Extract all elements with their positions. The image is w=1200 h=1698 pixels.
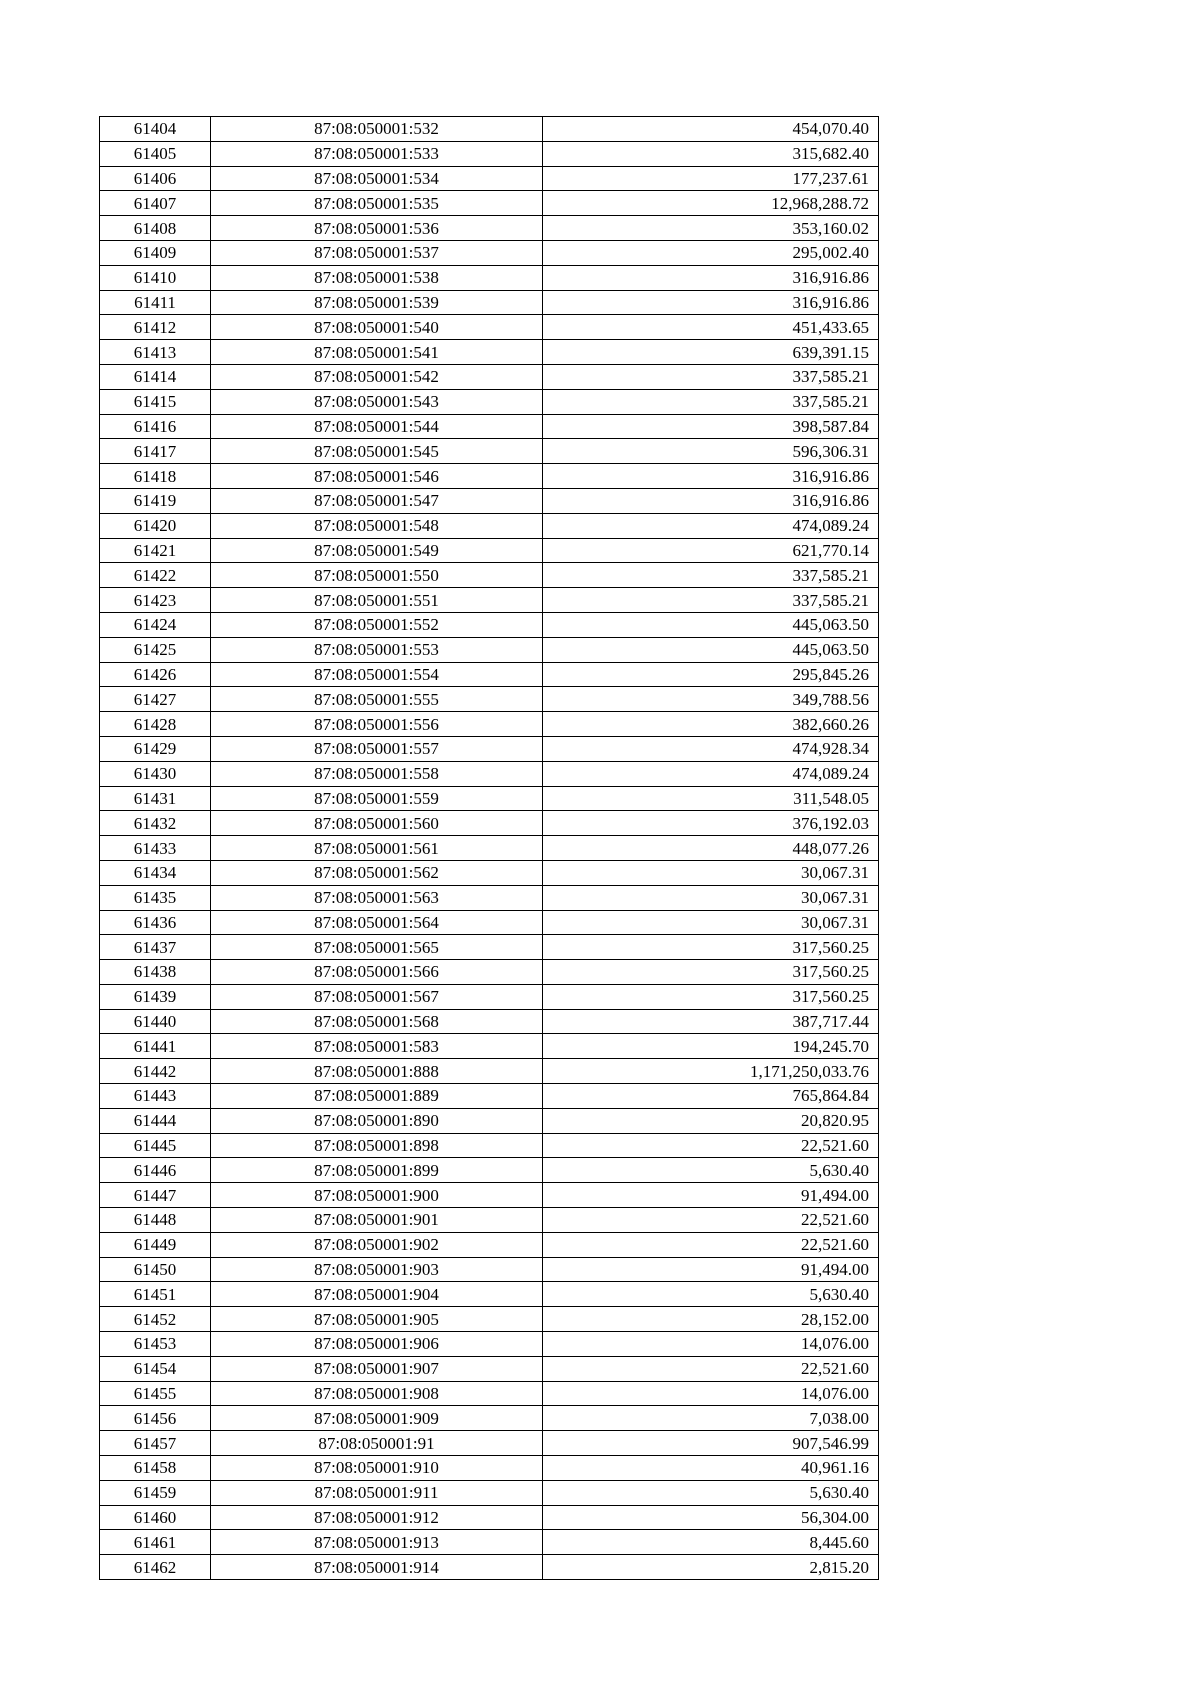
row-number-cell: 61444 — [100, 1108, 211, 1133]
cadastral-value-cell: 316,916.86 — [543, 488, 879, 513]
row-number-cell: 61434 — [100, 860, 211, 885]
table-row — [100, 1555, 879, 1580]
row-number-cell: 61461 — [100, 1530, 211, 1555]
row-number-cell: 61446 — [100, 1158, 211, 1183]
table-row — [100, 141, 879, 166]
cadastral-number-cell: 87:08:050001:534 — [211, 166, 543, 191]
cadastral-value-cell: 40,961.16 — [543, 1456, 879, 1481]
cadastral-number-cell: 87:08:050001:889 — [211, 1084, 543, 1109]
table-row — [100, 687, 879, 712]
cadastral-number-cell: 87:08:050001:532 — [211, 117, 543, 142]
table-row — [100, 166, 879, 191]
cadastral-value-cell: 445,063.50 — [543, 612, 879, 637]
cadastral-number-cell: 87:08:050001:903 — [211, 1257, 543, 1282]
cadastral-value-cell: 30,067.31 — [543, 910, 879, 935]
cadastral-value-cell: 337,585.21 — [543, 588, 879, 613]
cadastral-value-cell: 14,076.00 — [543, 1381, 879, 1406]
row-number-cell: 61425 — [100, 637, 211, 662]
row-number-cell: 61418 — [100, 464, 211, 489]
cadastral-value-cell: 317,560.25 — [543, 935, 879, 960]
cadastral-number-cell: 87:08:050001:536 — [211, 216, 543, 241]
cadastral-value-cell: 474,089.24 — [543, 513, 879, 538]
cadastral-value-cell: 337,585.21 — [543, 563, 879, 588]
table-row — [100, 1257, 879, 1282]
cadastral-value-cell: 765,864.84 — [543, 1084, 879, 1109]
row-number-cell: 61442 — [100, 1059, 211, 1084]
table-row — [100, 1034, 879, 1059]
table-row — [100, 1183, 879, 1208]
cadastral-number-cell: 87:08:050001:583 — [211, 1034, 543, 1059]
table-row — [100, 1406, 879, 1431]
table-row — [100, 240, 879, 265]
cadastral-number-cell: 87:08:050001:554 — [211, 662, 543, 687]
row-number-cell: 61404 — [100, 117, 211, 142]
row-number-cell: 61424 — [100, 612, 211, 637]
row-number-cell: 61438 — [100, 960, 211, 985]
row-number-cell: 61459 — [100, 1480, 211, 1505]
table-row — [100, 885, 879, 910]
cadastral-number-cell: 87:08:050001:901 — [211, 1208, 543, 1233]
row-number-cell: 61437 — [100, 935, 211, 960]
row-number-cell: 61406 — [100, 166, 211, 191]
cadastral-number-cell: 87:08:050001:909 — [211, 1406, 543, 1431]
table-row — [100, 860, 879, 885]
table-row — [100, 1009, 879, 1034]
cadastral-value-cell: 451,433.65 — [543, 315, 879, 340]
cadastral-value-cell: 315,682.40 — [543, 141, 879, 166]
row-number-cell: 61428 — [100, 712, 211, 737]
cadastral-number-cell: 87:08:050001:910 — [211, 1456, 543, 1481]
table-row — [100, 1133, 879, 1158]
row-number-cell: 61423 — [100, 588, 211, 613]
cadastral-value-cell: 387,717.44 — [543, 1009, 879, 1034]
table-row — [100, 364, 879, 389]
cadastral-value-cell: 5,630.40 — [543, 1282, 879, 1307]
row-number-cell: 61429 — [100, 736, 211, 761]
table-row — [100, 389, 879, 414]
row-number-cell: 61430 — [100, 761, 211, 786]
table-row — [100, 216, 879, 241]
row-number-cell: 61451 — [100, 1282, 211, 1307]
row-number-cell: 61411 — [100, 290, 211, 315]
cadastral-number-cell: 87:08:050001:565 — [211, 935, 543, 960]
cadastral-value-cell: 22,521.60 — [543, 1208, 879, 1233]
cadastral-value-cell: 596,306.31 — [543, 439, 879, 464]
cadastral-number-cell: 87:08:050001:914 — [211, 1555, 543, 1580]
cadastral-value-cell: 194,245.70 — [543, 1034, 879, 1059]
table-row — [100, 439, 879, 464]
row-number-cell: 61447 — [100, 1183, 211, 1208]
cadastral-value-cell: 448,077.26 — [543, 836, 879, 861]
table-row — [100, 910, 879, 935]
cadastral-value-cell: 28,152.00 — [543, 1307, 879, 1332]
cadastral-value-cell: 91,494.00 — [543, 1183, 879, 1208]
table-row — [100, 761, 879, 786]
row-number-cell: 61431 — [100, 786, 211, 811]
cadastral-value-cell: 20,820.95 — [543, 1108, 879, 1133]
row-number-cell: 61454 — [100, 1356, 211, 1381]
cadastral-number-cell: 87:08:050001:890 — [211, 1108, 543, 1133]
table-row — [100, 1456, 879, 1481]
cadastral-value-cell: 317,560.25 — [543, 960, 879, 985]
cadastral-number-cell: 87:08:050001:562 — [211, 860, 543, 885]
cadastral-value-cell: 349,788.56 — [543, 687, 879, 712]
row-number-cell: 61412 — [100, 315, 211, 340]
cadastral-number-cell: 87:08:050001:566 — [211, 960, 543, 985]
row-number-cell: 61417 — [100, 439, 211, 464]
table-row — [100, 315, 879, 340]
row-number-cell: 61427 — [100, 687, 211, 712]
table-row — [100, 1530, 879, 1555]
cadastral-number-cell: 87:08:050001:544 — [211, 414, 543, 439]
cadastral-value-cell: 337,585.21 — [543, 389, 879, 414]
cadastral-number-cell: 87:08:050001:898 — [211, 1133, 543, 1158]
table-row — [100, 1084, 879, 1109]
cadastral-value-cell: 56,304.00 — [543, 1505, 879, 1530]
table-row — [100, 538, 879, 563]
cadastral-number-cell: 87:08:050001:567 — [211, 984, 543, 1009]
table-row — [100, 1480, 879, 1505]
table-row — [100, 1158, 879, 1183]
cadastral-number-cell: 87:08:050001:552 — [211, 612, 543, 637]
cadastral-number-cell: 87:08:050001:550 — [211, 563, 543, 588]
row-number-cell: 61449 — [100, 1232, 211, 1257]
table-row — [100, 1108, 879, 1133]
cadastral-number-cell: 87:08:050001:551 — [211, 588, 543, 613]
row-number-cell: 61433 — [100, 836, 211, 861]
row-number-cell: 61416 — [100, 414, 211, 439]
table-row — [100, 191, 879, 216]
cadastral-number-cell: 87:08:050001:564 — [211, 910, 543, 935]
cadastral-value-cell: 1,171,250,033.76 — [543, 1059, 879, 1084]
row-number-cell: 61409 — [100, 240, 211, 265]
table-row — [100, 836, 879, 861]
table-body — [100, 117, 879, 1580]
cadastral-number-cell: 87:08:050001:553 — [211, 637, 543, 662]
table-row — [100, 414, 879, 439]
cadastral-number-cell: 87:08:050001:904 — [211, 1282, 543, 1307]
table-row — [100, 1505, 879, 1530]
row-number-cell: 61421 — [100, 538, 211, 563]
cadastral-value-cell: 639,391.15 — [543, 340, 879, 365]
table-row — [100, 612, 879, 637]
cadastral-number-cell: 87:08:050001:537 — [211, 240, 543, 265]
cadastral-number-cell: 87:08:050001:907 — [211, 1356, 543, 1381]
cadastral-number-cell: 87:08:050001:560 — [211, 811, 543, 836]
table-row — [100, 340, 879, 365]
row-number-cell: 61432 — [100, 811, 211, 836]
row-number-cell: 61458 — [100, 1456, 211, 1481]
cadastral-value-cell: 22,521.60 — [543, 1133, 879, 1158]
cadastral-value-cell: 30,067.31 — [543, 885, 879, 910]
cadastral-value-cell: 8,445.60 — [543, 1530, 879, 1555]
row-number-cell: 61439 — [100, 984, 211, 1009]
cadastral-value-cell: 5,630.40 — [543, 1158, 879, 1183]
table-row — [100, 712, 879, 737]
cadastral-value-cell: 445,063.50 — [543, 637, 879, 662]
table-row — [100, 1208, 879, 1233]
cadastral-value-table — [99, 116, 879, 1580]
cadastral-value-cell: 398,587.84 — [543, 414, 879, 439]
cadastral-number-cell: 87:08:050001:559 — [211, 786, 543, 811]
table-row — [100, 1282, 879, 1307]
cadastral-number-cell: 87:08:050001:902 — [211, 1232, 543, 1257]
row-number-cell: 61445 — [100, 1133, 211, 1158]
row-number-cell: 61426 — [100, 662, 211, 687]
cadastral-value-cell: 382,660.26 — [543, 712, 879, 737]
cadastral-value-cell: 91,494.00 — [543, 1257, 879, 1282]
cadastral-value-cell: 311,548.05 — [543, 786, 879, 811]
cadastral-number-cell: 87:08:050001:539 — [211, 290, 543, 315]
row-number-cell: 61408 — [100, 216, 211, 241]
cadastral-number-cell: 87:08:050001:900 — [211, 1183, 543, 1208]
row-number-cell: 61457 — [100, 1431, 211, 1456]
table-row — [100, 290, 879, 315]
table-row — [100, 488, 879, 513]
row-number-cell: 61443 — [100, 1084, 211, 1109]
row-number-cell: 61455 — [100, 1381, 211, 1406]
cadastral-value-cell: 454,070.40 — [543, 117, 879, 142]
cadastral-value-cell: 295,002.40 — [543, 240, 879, 265]
cadastral-value-cell: 5,630.40 — [543, 1480, 879, 1505]
table-row — [100, 984, 879, 1009]
cadastral-number-cell: 87:08:050001:541 — [211, 340, 543, 365]
table-row — [100, 662, 879, 687]
row-number-cell: 61456 — [100, 1406, 211, 1431]
cadastral-number-cell: 87:08:050001:543 — [211, 389, 543, 414]
cadastral-number-cell: 87:08:050001:888 — [211, 1059, 543, 1084]
table-row — [100, 736, 879, 761]
cadastral-value-cell: 474,089.24 — [543, 761, 879, 786]
cadastral-number-cell: 87:08:050001:545 — [211, 439, 543, 464]
cadastral-number-cell: 87:08:050001:912 — [211, 1505, 543, 1530]
cadastral-value-cell: 621,770.14 — [543, 538, 879, 563]
table-row — [100, 563, 879, 588]
cadastral-number-cell: 87:08:050001:908 — [211, 1381, 543, 1406]
table-row — [100, 935, 879, 960]
cadastral-value-cell: 337,585.21 — [543, 364, 879, 389]
row-number-cell: 61414 — [100, 364, 211, 389]
row-number-cell: 61450 — [100, 1257, 211, 1282]
cadastral-number-cell: 87:08:050001:555 — [211, 687, 543, 712]
row-number-cell: 61407 — [100, 191, 211, 216]
cadastral-number-cell: 87:08:050001:556 — [211, 712, 543, 737]
table-row — [100, 1307, 879, 1332]
cadastral-number-cell: 87:08:050001:911 — [211, 1480, 543, 1505]
cadastral-value-cell: 22,521.60 — [543, 1356, 879, 1381]
row-number-cell: 61410 — [100, 265, 211, 290]
cadastral-number-cell: 87:08:050001:547 — [211, 488, 543, 513]
cadastral-number-cell: 87:08:050001:561 — [211, 836, 543, 861]
table-row — [100, 1232, 879, 1257]
cadastral-value-cell: 353,160.02 — [543, 216, 879, 241]
cadastral-number-cell: 87:08:050001:557 — [211, 736, 543, 761]
cadastral-value-cell: 12,968,288.72 — [543, 191, 879, 216]
cadastral-number-cell: 87:08:050001:899 — [211, 1158, 543, 1183]
cadastral-number-cell: 87:08:050001:533 — [211, 141, 543, 166]
table-row — [100, 265, 879, 290]
cadastral-value-cell: 317,560.25 — [543, 984, 879, 1009]
row-number-cell: 61420 — [100, 513, 211, 538]
row-number-cell: 61436 — [100, 910, 211, 935]
row-number-cell: 61440 — [100, 1009, 211, 1034]
cadastral-number-cell: 87:08:050001:91 — [211, 1431, 543, 1456]
table-row — [100, 811, 879, 836]
cadastral-value-cell: 907,546.99 — [543, 1431, 879, 1456]
row-number-cell: 61448 — [100, 1208, 211, 1233]
table-row — [100, 1381, 879, 1406]
table-row — [100, 464, 879, 489]
row-number-cell: 61462 — [100, 1555, 211, 1580]
cadastral-number-cell: 87:08:050001:913 — [211, 1530, 543, 1555]
cadastral-number-cell: 87:08:050001:549 — [211, 538, 543, 563]
row-number-cell: 61405 — [100, 141, 211, 166]
table-row — [100, 1431, 879, 1456]
row-number-cell: 61415 — [100, 389, 211, 414]
row-number-cell: 61413 — [100, 340, 211, 365]
cadastral-value-cell: 316,916.86 — [543, 290, 879, 315]
cadastral-number-cell: 87:08:050001:540 — [211, 315, 543, 340]
cadastral-number-cell: 87:08:050001:558 — [211, 761, 543, 786]
table-row — [100, 960, 879, 985]
cadastral-value-cell: 316,916.86 — [543, 265, 879, 290]
cadastral-number-cell: 87:08:050001:538 — [211, 265, 543, 290]
cadastral-number-cell: 87:08:050001:906 — [211, 1332, 543, 1357]
cadastral-value-cell: 30,067.31 — [543, 860, 879, 885]
cadastral-value-cell: 22,521.60 — [543, 1232, 879, 1257]
row-number-cell: 61441 — [100, 1034, 211, 1059]
row-number-cell: 61453 — [100, 1332, 211, 1357]
cadastral-number-cell: 87:08:050001:905 — [211, 1307, 543, 1332]
cadastral-value-cell: 474,928.34 — [543, 736, 879, 761]
row-number-cell: 61422 — [100, 563, 211, 588]
table-row — [100, 117, 879, 142]
table-row — [100, 1332, 879, 1357]
cadastral-value-cell: 316,916.86 — [543, 464, 879, 489]
cadastral-number-cell: 87:08:050001:535 — [211, 191, 543, 216]
cadastral-number-cell: 87:08:050001:563 — [211, 885, 543, 910]
cadastral-number-cell: 87:08:050001:568 — [211, 1009, 543, 1034]
cadastral-value-cell: 2,815.20 — [543, 1555, 879, 1580]
table-row — [100, 588, 879, 613]
cadastral-number-cell: 87:08:050001:548 — [211, 513, 543, 538]
row-number-cell: 61460 — [100, 1505, 211, 1530]
table-row — [100, 1356, 879, 1381]
row-number-cell: 61452 — [100, 1307, 211, 1332]
table-row — [100, 637, 879, 662]
cadastral-value-cell: 7,038.00 — [543, 1406, 879, 1431]
table-row — [100, 1059, 879, 1084]
cadastral-value-cell: 14,076.00 — [543, 1332, 879, 1357]
cadastral-value-cell: 177,237.61 — [543, 166, 879, 191]
row-number-cell: 61435 — [100, 885, 211, 910]
cadastral-number-cell: 87:08:050001:546 — [211, 464, 543, 489]
table-row — [100, 513, 879, 538]
cadastral-value-cell: 295,845.26 — [543, 662, 879, 687]
cadastral-number-cell: 87:08:050001:542 — [211, 364, 543, 389]
cadastral-value-cell: 376,192.03 — [543, 811, 879, 836]
table-row — [100, 786, 879, 811]
row-number-cell: 61419 — [100, 488, 211, 513]
